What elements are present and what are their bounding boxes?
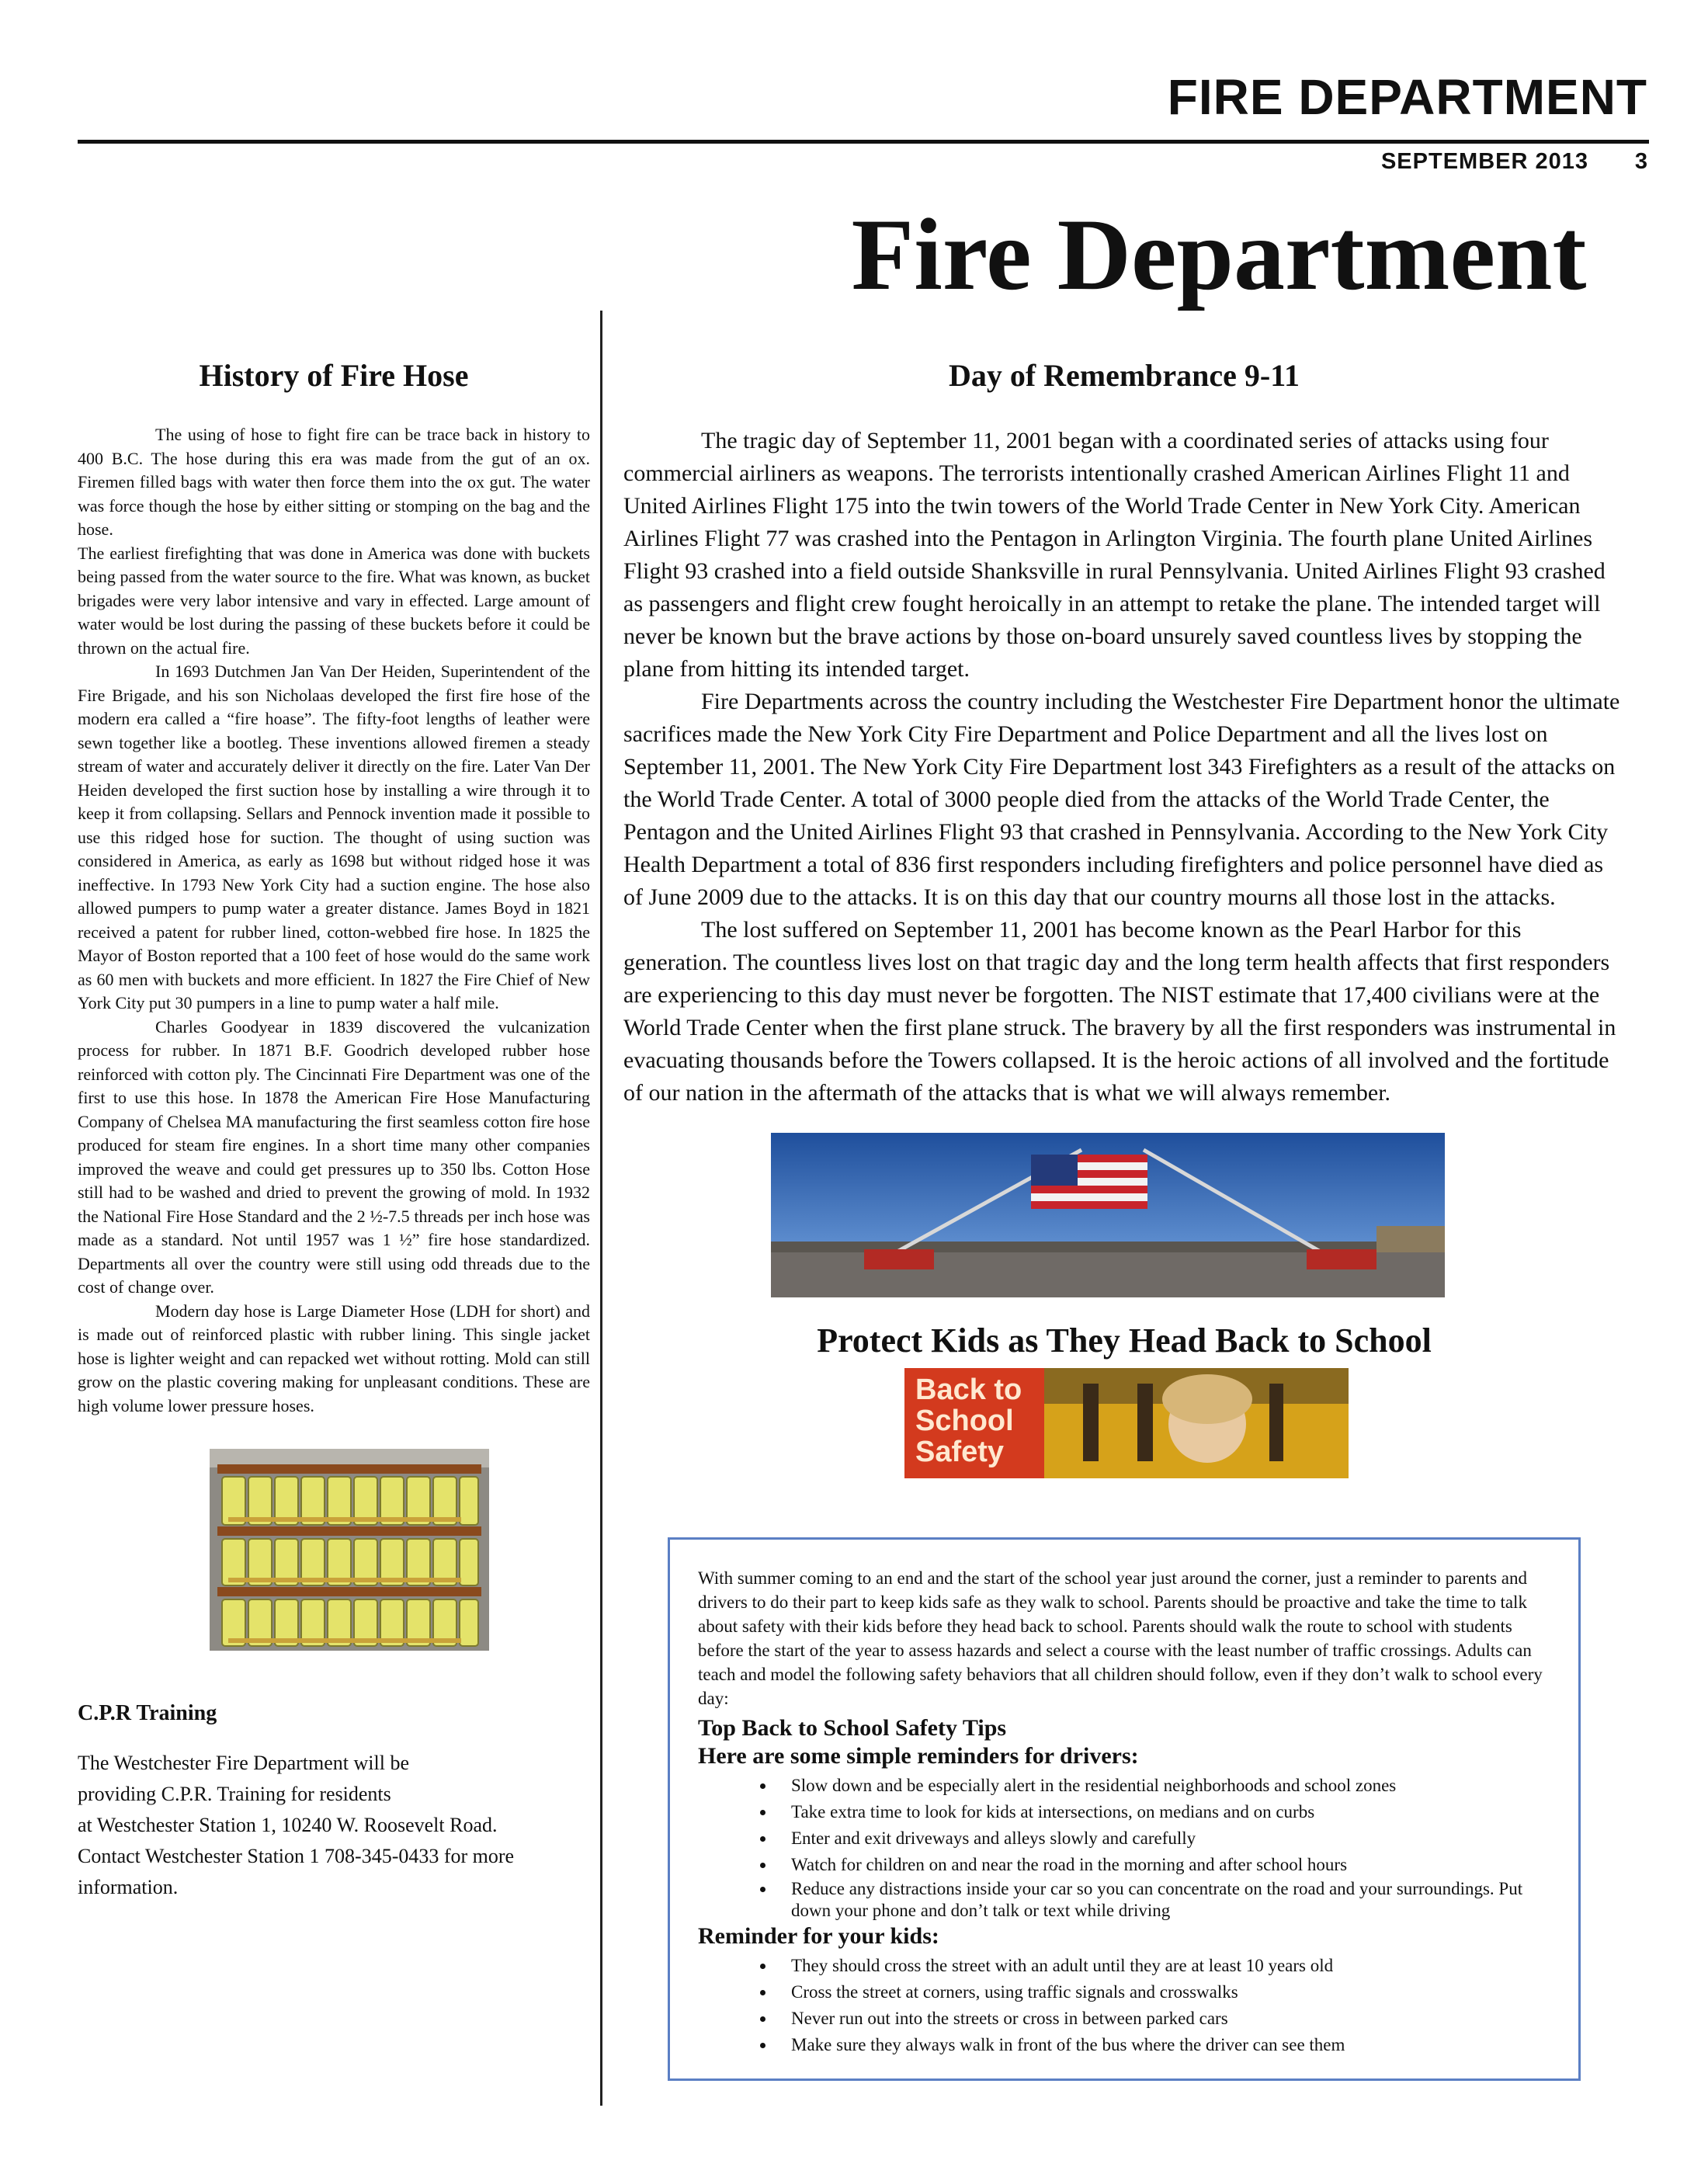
- kids-list: [698, 1953, 1550, 2058]
- list-item: • Make sure they always walk in front of the bus where the driver can see them: [776, 2032, 1550, 2058]
- fire-hose-rack-photo: [210, 1449, 489, 1651]
- list-item: • Cross the street at corners, using traffic signals and crosswalks: [776, 1979, 1550, 2006]
- page-number: 3: [1634, 149, 1647, 174]
- cpr-line: Contact Westchester Station 1 708-345-0433 for more information.: [78, 1845, 515, 1898]
- right-column: [623, 342, 1625, 1478]
- list-item: • Never run out into the streets or cross in between parked cars: [776, 2006, 1550, 2032]
- school-title: Protect Kids as They Head Back to School: [817, 1321, 1432, 1360]
- page-title: Fire Department: [851, 197, 1587, 311]
- list-item: • Reduce any distractions inside your car so you can concentrate on the road and your surroundings. Put down your phone and don’t talk or text while driving: [776, 1878, 1550, 1922]
- column-divider: [600, 311, 602, 2106]
- kids-heading: Reminder for your kids:: [698, 1923, 939, 1949]
- drivers-list: [698, 1773, 1550, 1922]
- masthead: FIRE DEPARTMENT: [1167, 69, 1647, 125]
- history-paragraph: Modern day hose is Large Diameter Hose (LDH for short) and is made out of reinforced plastic with rubber lining. This single jacket hose is lighter weight and can repacked wet without rotting. Mold can still grow on the plastic covering making for unpleasant conditions. These are high volume lower pressure hoses.: [78, 1301, 590, 1415]
- remembrance-title: Day of Remembrance 9-11: [948, 358, 1300, 393]
- list-item: • Take extra time to look for kids at intersections, on medians and on curbs: [776, 1799, 1550, 1825]
- school-safety-box: [668, 1537, 1581, 2081]
- remembrance-paragraph: The tragic day of September 11, 2001 began with a coordinated series of attacks using four commercial airliners as weapons. The terrorists intentionally crashed American Airlines Flight 11 and United Airlines Flight 175 into the twin towers of the World Trade Center in New York City. American Airlines Flight 77 was crashed into the Pentagon in Arlington Virginia. The fourth plane United Airlines Flight 93 crashed into a field outside Shanksville in rural Pennsylvania. United Airlines Flight 93 crashed as passengers and flight crew fought heroically in an attempt to retake the plane. The intended target will never be known but the brave actions by those on-board unsurely saved countless lives by stopping the plane from hitting its intended target.: [623, 428, 1606, 682]
- header-rule: [78, 140, 1649, 144]
- cpr-title: C.P.R Training: [78, 1701, 217, 1725]
- banner-line: School: [915, 1405, 1014, 1437]
- cpr-line: providing C.P.R. Training for residents: [78, 1783, 391, 1805]
- list-item: • They should cross the street with an adult until they are at least 10 years old: [776, 1953, 1550, 1979]
- remembrance-paragraph: Fire Departments across the country including the Westchester Fire Department honor the ultimate sacrifices made the New York City Fire Department and Police Department and all the lives lost on September 11, 2001. The New York City Fire Department lost 343 Firefighters as a result of the attacks on the World Trade Center. A total of 3000 people died from the attacks of the World Trade Center, the Pentagon and the United Airlines Flight 93 that crashed in Pennsylvania. According to the New York City Health Department a total of 836 first responders including firefighters and police personnel have died as of June 2009 due to the attacks. It is on this day that our country mourns all those lost in the attacks.: [623, 689, 1620, 910]
- list-item: • Enter and exit driveways and alleys slowly and carefully: [776, 1825, 1550, 1852]
- history-paragraph: The using of hose to fight fire can be trace back in history to 400 B.C. The hose during this era was made from the gut of an ox. Firemen filled bags with water then force them into the ox gut. The water was force though the hose by either sitting or stomping on the bag and the hose.: [78, 425, 590, 539]
- safety-intro: With summer coming to an end and the start of the school year just around the corner, just a reminder to parents and drivers to do their part to keep kids safe as they walk to school. Parents should be proactive and take the time to talk about safety with their kids before they head back to school. Parents should walk the route to school with students before the start of the year to assess hazards and select a course with the least number of traffic crossings. Adults can teach and model the following safety behaviors that all children should follow, even if they don’t walk to school every day:: [698, 1568, 1543, 1708]
- list-item: • Watch for children on and near the road in the morning and after school hours: [776, 1852, 1550, 1878]
- history-paragraph: Charles Goodyear in 1839 discovered the vulcanization process for rubber. In 1871 B.F. Goodrich developed rubber hose reinforced with cotton ply. The Cincinnati Fire Department was one of the first to use this hose. In 1878 the American Fire Hose Manufacturing Company of Chelsea MA manufacturing the first seamless cotton fire hose produced for steam fire engines. In a short time many other companies improved the weave and could get pressures up to 350 lbs. Cotton Hose still had to be washed and dried to prevent the growing of mold. In 1932 the National Fire Hose Standard and the 2 ½-7.5 threads per inch hose was made as a standard. Not until 1957 was 1 ½” fire hose standardized. Departments all over the country were still using odd threads due to the cost of change over.: [78, 1016, 590, 1297]
- cpr-line: at Westchester Station 1, 10240 W. Roosevelt Road.: [78, 1814, 498, 1836]
- history-paragraph: In 1693 Dutchmen Jan Van Der Heiden, Superintendent of the Fire Brigade, and his son Nicholaas developed the first fire hose of the modern era called a “fire hoase”. The fifty-foot lengths of leather were sewn together like a bootleg. These inventions allowed firemen a steady stream of water and accurately deliver it directly on the fire. Later Van Der Heiden developed the first suction hose by installing a wire through it to keep it from collapsing. Sellars and Pennock invention made it possible to use this ridged hose for suction. The thought of using suction was considered in America, as early as 1698 but without ridged hose it was ineffective. In 1793 New York City had a suction engine. The hose also allowed pumpers to pump water a greater distance. James Boyd in 1821 received a patent for rubber lined, cotton-webbed fire hose. In 1825 the Mayor of Boston reported that a 100 feet of hose would do the same work as 60 men with buckets and more efficient. In 1827 the Fire Chief of New York City put 30 pumpers in a line to pump water a half mile.: [78, 662, 590, 1012]
- list-item: • Slow down and be especially alert in the residential neighborhoods and school zones: [776, 1773, 1550, 1799]
- history-title: History of Fire Hose: [199, 358, 469, 393]
- issue-date: SEPTEMBER 2013: [1380, 149, 1588, 174]
- left-column: [78, 342, 590, 1903]
- remembrance-paragraph: The lost suffered on September 11, 2001 has become known as the Pearl Harbor for this generation. The countless lives lost on that tragic day and the long term health affects that first responders are experiencing to this day must never be forgotten. The NIST estimate that 17,400 civilians were at the World Trade Center when the first plane struck. The bravery by all the first responders was instrumental in evacuating thousands before the Towers collapsed. It is the heroic actions of all involved and the fortitude of our nation in the aftermath of the attacks that is what we will always remember.: [623, 917, 1616, 1106]
- tips-heading: Top Back to School Safety Tips: [698, 1715, 1007, 1741]
- banner-text: [915, 1374, 1022, 1467]
- history-paragraph: The earliest firefighting that was done in America was done with buckets being passed from the water source to the fire. What was known, as bucket brigades were very labor intensive and vary in effected. Large amount of water would be lost during the passing of these buckets before it could be thrown on the actual fire.: [78, 543, 590, 658]
- banner-line: Back to: [915, 1374, 1022, 1406]
- banner-line: Safety: [915, 1436, 1005, 1468]
- ladder-flag-photo: [771, 1133, 1445, 1297]
- drivers-heading: Here are some simple reminders for drivers:: [698, 1743, 1139, 1769]
- cpr-line: The Westchester Fire Department will be: [78, 1752, 410, 1774]
- back-to-school-banner: [904, 1368, 1349, 1478]
